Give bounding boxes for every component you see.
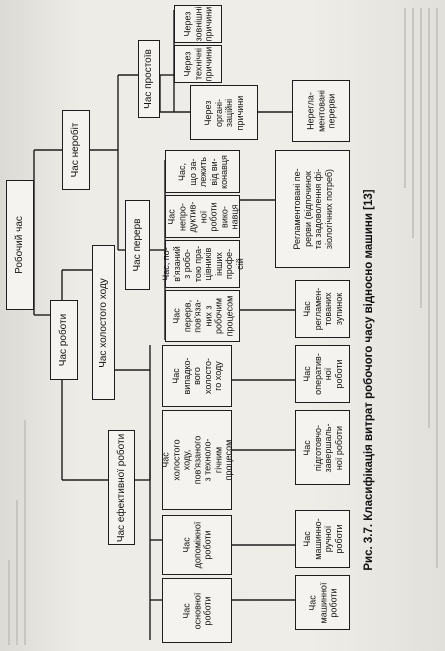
main-work: Час основної роботи <box>162 578 232 643</box>
downtime-external: Через зовнішні причини <box>174 5 222 43</box>
effective-work-time: Час ефективної роботи <box>108 430 135 545</box>
break-unproductive: Час непро- дуктив- ної роботи вико- навця <box>165 195 240 238</box>
breaks-time: Час перерв <box>125 200 150 290</box>
idle-tech-process: Час холостого ходу, пов'язаного з техноло- гічним процесом <box>162 410 232 510</box>
break-other-professions: Час, по- в'язаний з робо- тою пра- цівників інших профе- сій <box>165 240 240 288</box>
downtime-organizational: Через органі- заційні причини <box>190 85 258 140</box>
regulated-breaks: Регламентовані пе- рерви (відпочинок та задоволення фі- зіологічних потреб) <box>275 150 350 268</box>
machine-manual-work: Час машинно- ручної роботи <box>295 510 350 568</box>
idle-random: Час випадко- вого холосто- го ходу <box>162 345 232 407</box>
work-time: Час роботи <box>50 300 78 380</box>
nonwork-time: Час неробіт <box>62 110 90 190</box>
downtime-time: Час простоїв <box>138 40 160 118</box>
downtime-technical: Через технічні причини <box>174 45 222 83</box>
machine-work: Час машинної роботи <box>295 575 350 630</box>
idle-run-time: Час холостого ходу <box>92 245 115 400</box>
aux-work: Час допоміжної роботи <box>162 515 232 575</box>
figure-caption: Рис. 3.7. Класифікація витрат робочого часу відносно машини [13] <box>363 189 375 571</box>
unregulated-breaks: Нерегла- ментовані перерви <box>292 80 350 142</box>
break-worker-dependent: Час, що за- лежить від ви- конавця <box>165 150 240 193</box>
regulated-stops: Час регламен- тованих зупинок <box>295 280 350 338</box>
root-working-time: Робочий час <box>6 180 34 310</box>
break-process: Час перерв, пов'яза- них з робочим процесом <box>165 290 240 342</box>
operative-work: Час оператив- ної роботи <box>295 345 350 403</box>
prep-final-work: Час підготовчо- завершаль- ної роботи <box>295 410 350 485</box>
